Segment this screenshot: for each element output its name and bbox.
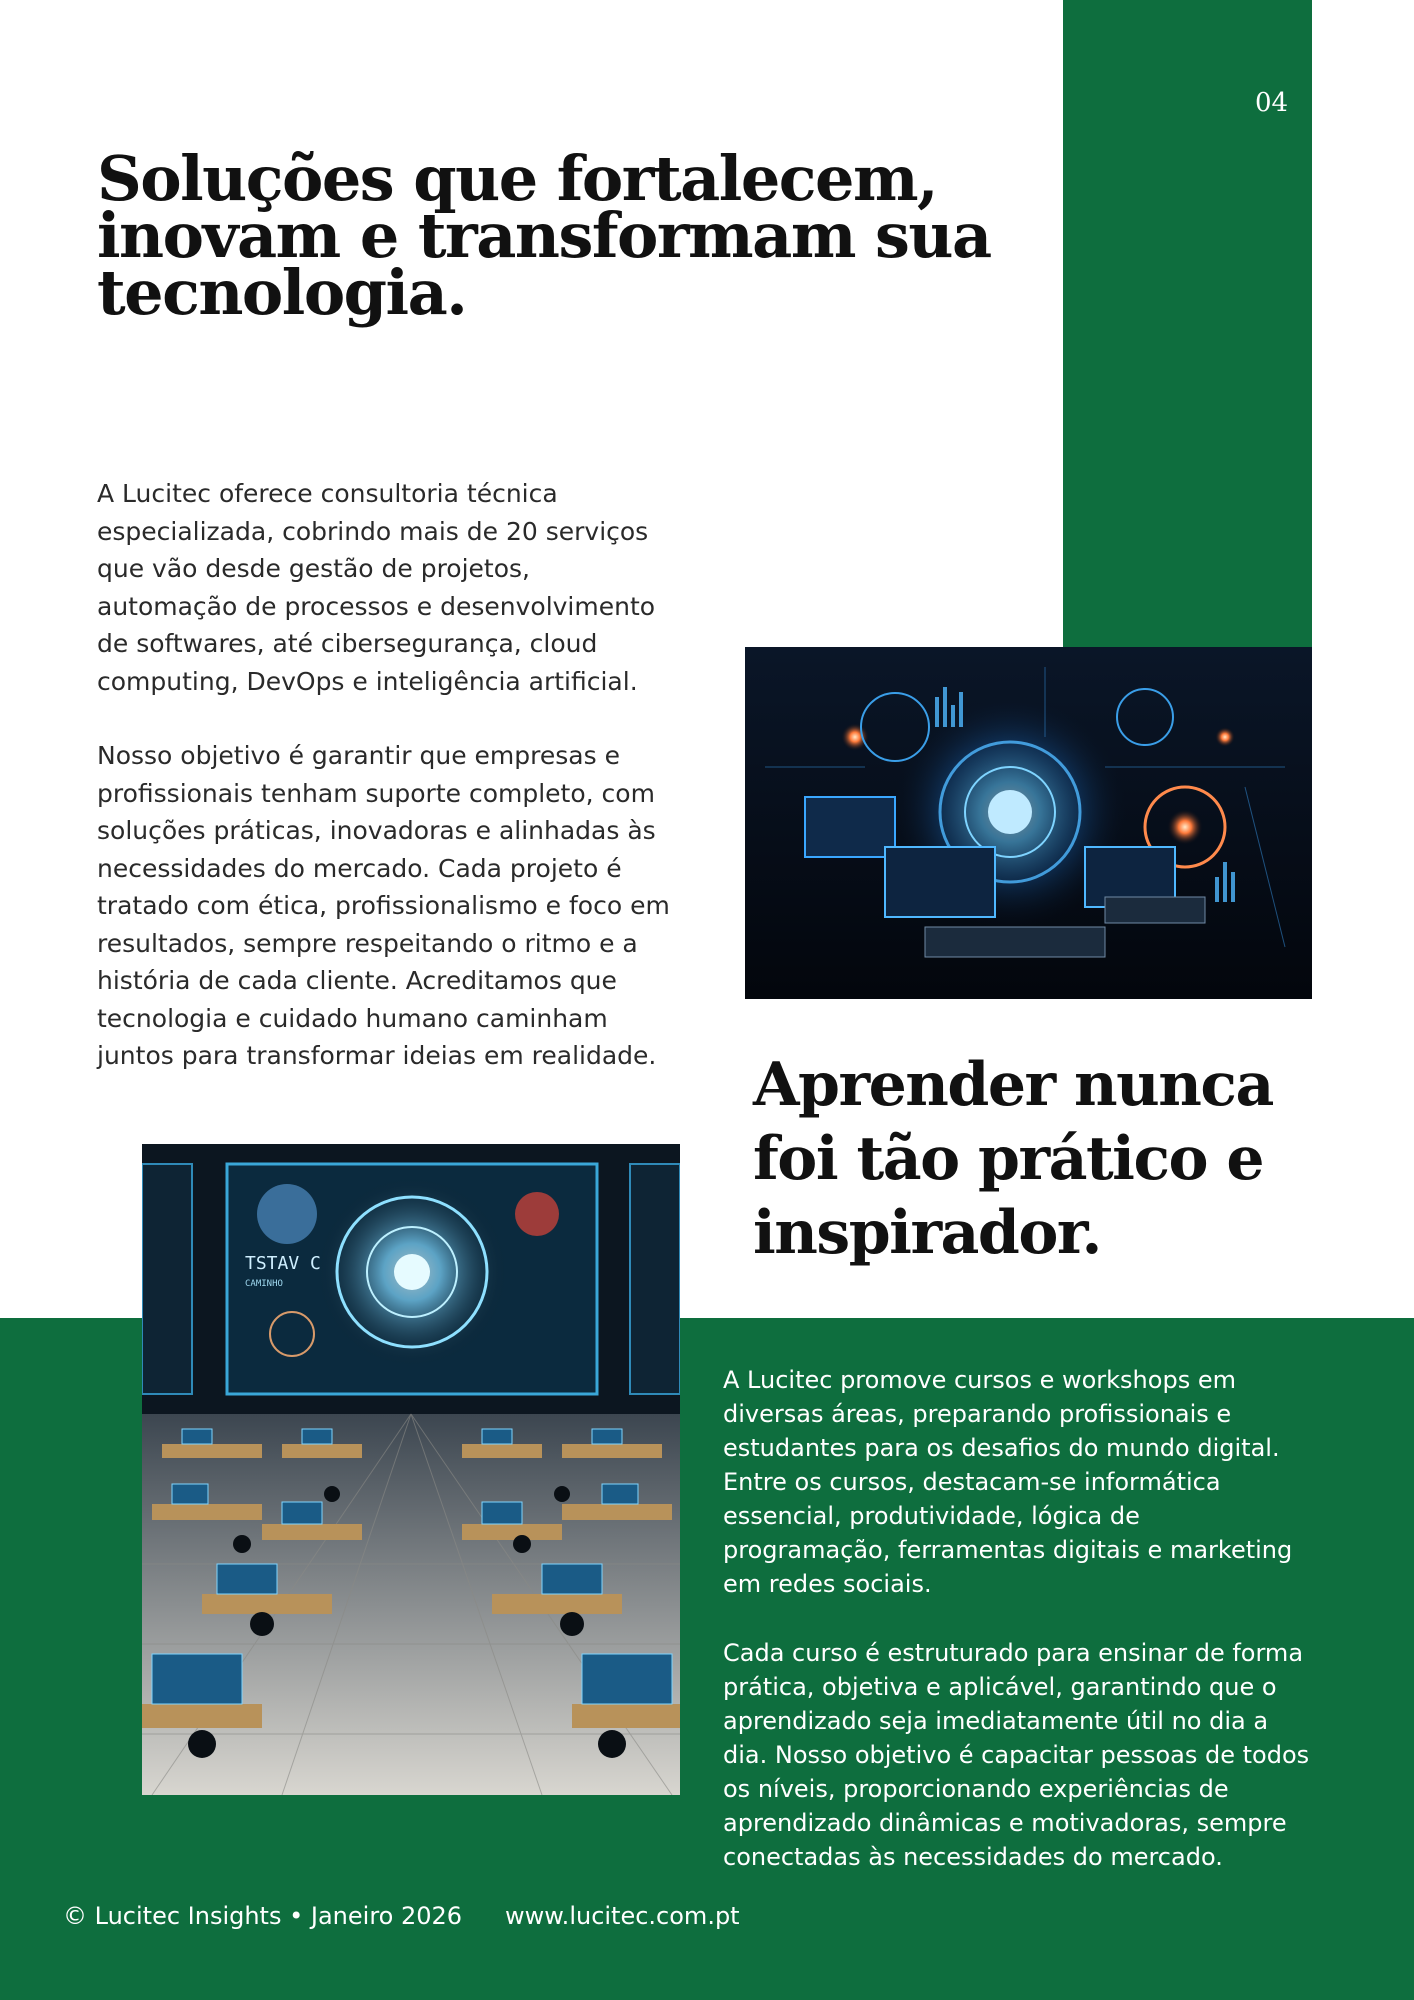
footer-website-link[interactable]: www.lucitec.com.pt: [505, 1902, 740, 1930]
headline-line: inspirador.: [753, 1198, 1101, 1268]
headline-line: inovam e transformam sua: [97, 199, 991, 272]
paragraph-line: prática, objetiva e aplicável, garantindo que o: [723, 1673, 1277, 1701]
paragraph-line: tecnologia e cuidado humano caminham: [97, 1003, 608, 1033]
paragraph-line: aprendizado seja imediatamente útil no dia a: [723, 1707, 1269, 1735]
headline-line: tecnologia.: [97, 256, 467, 329]
intro-paragraph-objective: [97, 737, 670, 1075]
paragraph-line: que vão desde gestão de projetos,: [97, 554, 530, 583]
paragraph-line: Cada curso é estruturado para ensinar de forma: [723, 1639, 1304, 1667]
paragraph-line: dia. Nosso objetivo é capacitar pessoas de todos: [723, 1741, 1310, 1769]
screen-label: TSTAV C: [245, 1253, 321, 1274]
headline-line: Soluções que fortalecem,: [97, 142, 938, 215]
paragraph-line: A Lucitec oferece consultoria técnica: [97, 479, 558, 508]
main-headline: [97, 142, 997, 329]
paragraph-line: profissionais tenham suporte completo, com: [97, 778, 655, 808]
paragraph-line: diversas áreas, preparando profissionais e: [723, 1400, 1232, 1428]
paragraph-line: programação, ferramentas digitais e marketing: [723, 1536, 1293, 1564]
paragraph-line: de softwares, até cibersegurança, cloud: [97, 629, 598, 658]
paragraph-line: história de cada cliente. Acreditamos que: [97, 966, 617, 995]
paragraph-line: estudantes para os desafios do mundo digital.: [723, 1434, 1280, 1462]
courses-paragraph-structure: [723, 1636, 1309, 1874]
paragraph-line: resultados, sempre respeitando o ritmo e a: [97, 928, 638, 958]
courses-paragraph-offer: [723, 1363, 1292, 1601]
paragraph-line: juntos para transformar ideias em realidade.: [97, 1041, 657, 1070]
footer-copyright: © Lucitec Insights • Janeiro 2026: [63, 1902, 463, 1930]
paragraph-line: necessidades do mercado. Cada projeto é: [97, 853, 622, 883]
paragraph-line: em redes sociais.: [723, 1570, 932, 1598]
paragraph-line: A Lucitec promove cursos e workshops em: [723, 1366, 1236, 1394]
classroom-illustration-image: [142, 1144, 680, 1795]
page-number: 04: [1255, 88, 1289, 118]
paragraph-line: soluções práticas, inovadoras e alinhadas às: [97, 816, 656, 845]
screen-sublabel: CAMINHO: [245, 1279, 283, 1289]
paragraph-line: Entre os cursos, destacam-se informática: [723, 1468, 1221, 1496]
tech-illustration-image: [745, 647, 1312, 999]
courses-headline: [753, 1048, 1373, 1270]
paragraph-line: conectadas às necessidades do mercado.: [723, 1843, 1223, 1871]
paragraph-line: especializada, cobrindo mais de 20 serviços: [97, 516, 649, 546]
headline-line: foi tão prático e: [753, 1124, 1264, 1194]
paragraph-line: Nosso objetivo é garantir que empresas e: [97, 741, 620, 770]
paragraph-line: automação de processos e desenvolvimento: [97, 591, 656, 621]
paragraph-line: os níveis, proporcionando experiências de: [723, 1775, 1229, 1803]
paragraph-line: tratado com ética, profissionalismo e foco em: [97, 891, 670, 920]
paragraph-line: essencial, produtividade, lógica de: [723, 1502, 1140, 1530]
headline-line: Aprender nunca: [753, 1050, 1273, 1120]
paragraph-line: aprendizado dinâmicas e motivadoras, sempre: [723, 1809, 1287, 1837]
intro-paragraph-services: [97, 475, 655, 700]
paragraph-line: computing, DevOps e inteligência artificial.: [97, 666, 638, 696]
